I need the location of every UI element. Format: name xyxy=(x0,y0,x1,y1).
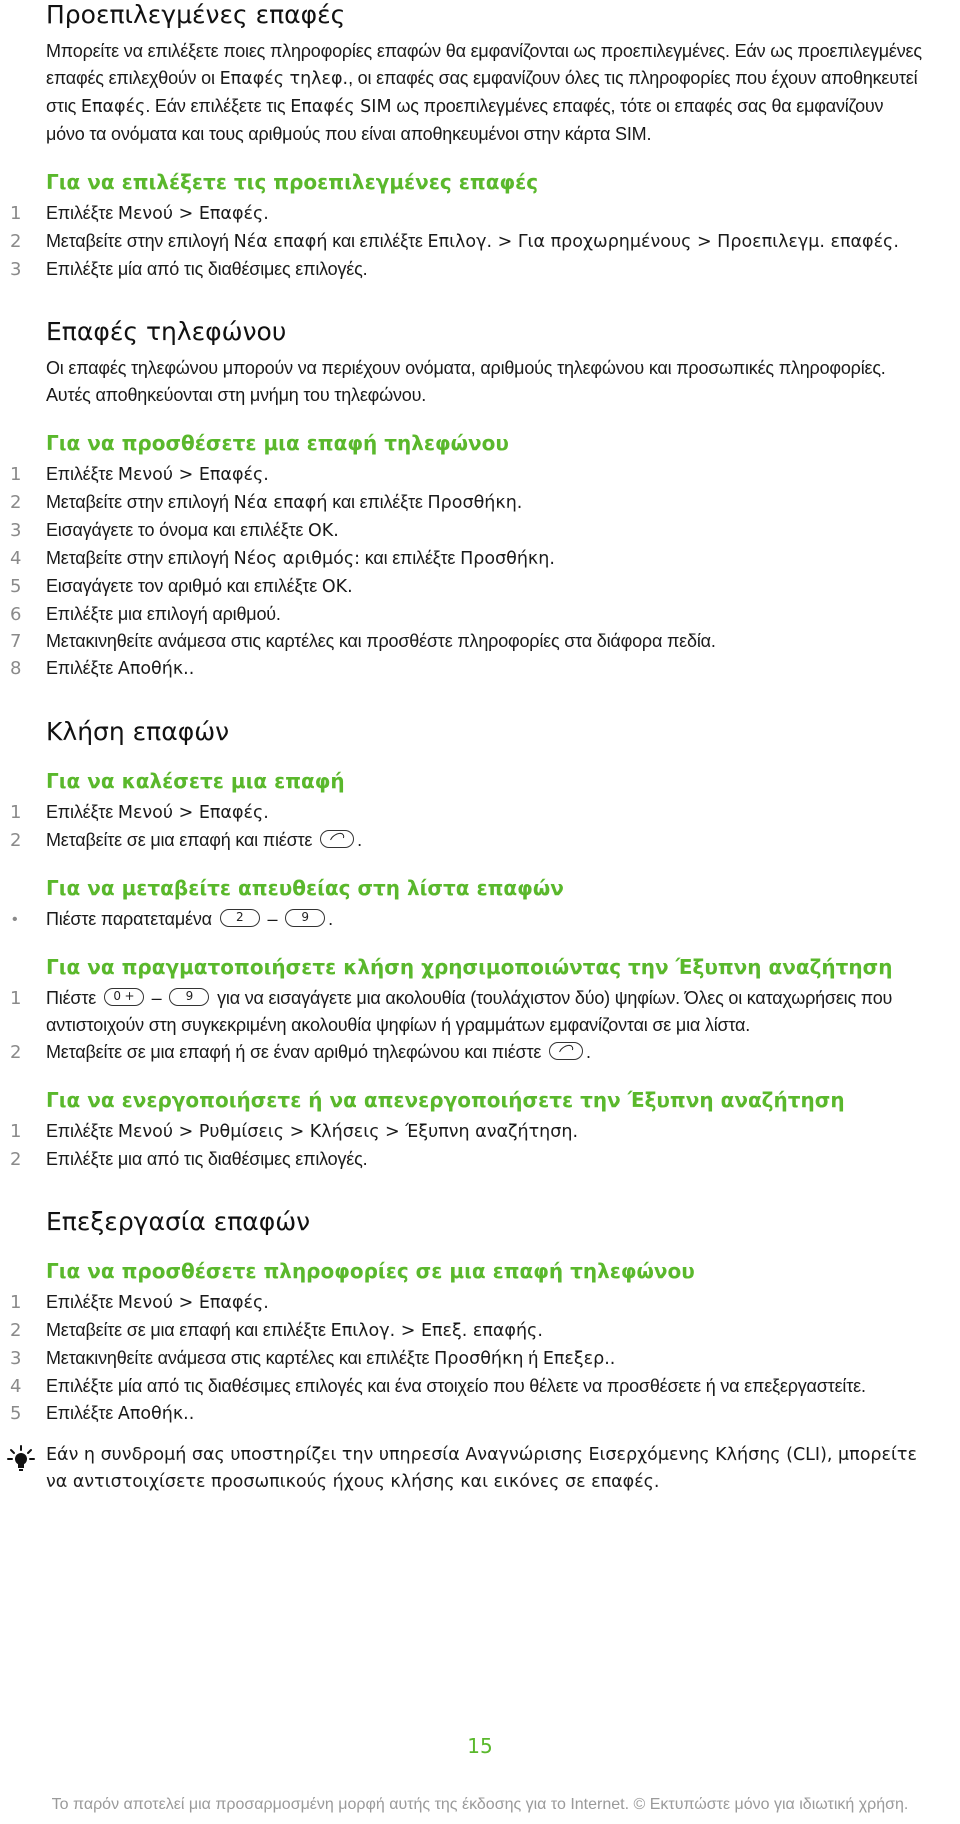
ui-term: Επαφές τηλεφ. xyxy=(219,69,349,89)
step-item: 2 Επιλέξτε μια από τις διαθέσιμες επιλογές. xyxy=(46,1146,926,1173)
step-number: 4 xyxy=(10,548,22,569)
step-item: 2 Μεταβείτε στην επιλογή Νέα επαφή και επιλέξτε Επιλογ. > Για προχωρημένους > Προεπιλεγμ. επαφές. xyxy=(46,228,926,256)
step-item: 3 Εισαγάγετε το όνομα και επιλέξτε OK. xyxy=(46,517,926,545)
lightbulb-icon xyxy=(6,1444,36,1474)
tip-text: Εάν η συνδρομή σας υποστηρίζει την υπηρεσία Αναγνώρισης Εισερχόμενης Κλήσης (CLI), μπορείτε να αντιστοιχίσετε προσωπικούς ήχους κλήσης και εικόνες σε επαφές. xyxy=(46,1445,917,1492)
step-item: 1 Πιέστε 0 + – 9 για να εισαγάγετε μια ακολουθία (τουλάχιστον δύο) ψηφίων. Όλες οι καταχωρήσεις που αντιστοιχούν στη συγκεκριμένη ακολουθία ψηφίων ή γραμμάτων εμφανίζονται σε μια λίστα. xyxy=(46,985,926,1039)
step-item: 7 Μετακινηθείτε ανάμεσα στις καρτέλες και προσθέστε πληροφορίες στα διάφορα πεδία. xyxy=(46,628,926,655)
step-item: 8 Επιλέξτε Αποθήκ.. xyxy=(46,655,926,683)
step-number: 5 xyxy=(10,1403,22,1424)
subheading-add-info-to-contact: Για να προσθέσετε πληροφορίες σε μια επαφή τηλεφώνου xyxy=(46,1259,695,1283)
page-number: 15 xyxy=(467,1734,493,1758)
page-content xyxy=(10,0,926,1496)
step-number: 3 xyxy=(10,259,22,280)
tip-box xyxy=(46,1442,926,1496)
call-key-icon xyxy=(320,830,354,848)
step-number: 8 xyxy=(10,658,22,679)
footer-notice: Το παρόν αποτελεί μια προσαρμοσμένη μορφή αυτής της έκδοσης για το Internet. © Εκτυπώστε μόνο για ιδιωτική χρήση. xyxy=(51,1796,909,1813)
step-item: 5 Επιλέξτε Αποθήκ.. xyxy=(46,1400,926,1428)
step-item: 3 Μετακινηθείτε ανάμεσα στις καρτέλες και επιλέξτε Προσθήκη ή Επεξερ.. xyxy=(46,1345,926,1373)
key-0-plus-icon: 0 + xyxy=(104,988,144,1006)
step-item: 2 Μεταβείτε σε μια επαφή και πιέστε . xyxy=(46,827,926,854)
step-number: 1 xyxy=(10,464,22,485)
step-item: 1 Επιλέξτε Μενού > Ρυθμίσεις > Κλήσεις > Έξυπνη αναζήτηση. xyxy=(46,1118,926,1146)
steps-add-phone-contact xyxy=(10,461,926,683)
step-item: 1 Επιλέξτε Μενού > Επαφές. xyxy=(46,1289,926,1317)
ui-term: Επαφές SIM xyxy=(290,97,392,117)
step-item: 2 Μεταβείτε στην επιλογή Νέα επαφή και επιλέξτε Προσθήκη. xyxy=(46,489,926,517)
ui-term: Επαφές xyxy=(80,97,146,117)
paragraph-phone-contacts: Οι επαφές τηλεφώνου μπορούν να περιέχουν ονόματα, αριθμούς τηλεφώνου και προσωπικές πληροφορίες. Αυτές αποθηκεύονται στη μνήμη του τηλεφώνου. xyxy=(46,358,886,405)
subheading-call-contact: Για να καλέσετε μια επαφή xyxy=(46,769,345,793)
step-number: 2 xyxy=(10,1149,22,1170)
step-number: 1 xyxy=(10,1292,22,1313)
step-number: 2 xyxy=(10,1320,22,1341)
step-number: 2 xyxy=(10,492,22,513)
key-9-icon: 9 xyxy=(169,988,209,1006)
subheading-go-to-contacts: Για να μεταβείτε απευθείας στη λίστα επαφών xyxy=(46,876,564,900)
step-number: 4 xyxy=(10,1376,22,1397)
step-number: 3 xyxy=(10,1348,22,1369)
bullets-go-to-contacts xyxy=(12,906,926,933)
subheading-select-default-contacts: Για να επιλέξετε τις προεπιλεγμένες επαφές xyxy=(46,170,539,194)
subheading-add-phone-contact: Για να προσθέσετε μια επαφή τηλεφώνου xyxy=(46,431,509,455)
key-2-icon: 2 xyxy=(220,909,260,927)
step-number: 2 xyxy=(10,1042,22,1063)
step-number: 1 xyxy=(10,1121,22,1142)
step-item: 4 Επιλέξτε μία από τις διαθέσιμες επιλογές και ένα στοιχείο που θέλετε να προσθέσετε ή να επεξεργαστείτε. xyxy=(46,1373,926,1400)
step-item: 2 Μεταβείτε σε μια επαφή και επιλέξτε Επιλογ. > Επεξ. επαφής. xyxy=(46,1317,926,1345)
call-key-icon xyxy=(549,1042,583,1060)
subheading-smart-search-call: Για να πραγματοποιήσετε κλήση χρησιμοποιώντας την Έξυπνη αναζήτηση xyxy=(46,955,893,979)
subheading-toggle-smart-search: Για να ενεργοποιήσετε ή να απενεργοποιήσετε την Έξυπνη αναζήτηση xyxy=(46,1088,845,1112)
section-heading-default-contacts: Προεπιλεγμένες επαφές xyxy=(46,0,346,29)
step-item: 6 Επιλέξτε μια επιλογή αριθμού. xyxy=(46,601,926,628)
section-heading-phone-contacts: Επαφές τηλεφώνου xyxy=(46,317,287,346)
section-heading-editing-contacts: Επεξεργασία επαφών xyxy=(46,1207,311,1236)
step-number: 2 xyxy=(10,830,22,851)
step-item: 1 Επιλέξτε Μενού > Επαφές. xyxy=(46,200,926,228)
step-number: 1 xyxy=(10,203,22,224)
step-number: 1 xyxy=(10,802,22,823)
steps-add-info-to-contact xyxy=(10,1289,926,1428)
step-number: 2 xyxy=(10,231,22,252)
step-item: 2 Μεταβείτε σε μια επαφή ή σε έναν αριθμό τηλεφώνου και πιέστε . xyxy=(46,1039,926,1066)
step-number: 5 xyxy=(10,576,22,597)
paragraph-default-contacts: Μπορείτε να επιλέξετε ποιες πληροφορίες επαφών θα εμφανίζονται ως προεπιλεγμένες. Εάν ως προεπιλεγμένες επαφές επιλεχθούν οι Επαφές τηλεφ., οι επαφές σας εμφανίζουν όλες τις πληροφορίες που έχουν αποθηκευτεί στις Επαφές. Εάν επιλέξετε τις Επαφές SIM ως προεπιλεγμένες επαφές, τότε οι επαφές σας θα εμφανίζουν μόνο τα ονόματα και τους αριθμούς που είναι αποθηκευμένοι στην κάρτα SIM. xyxy=(46,41,922,144)
steps-toggle-smart-search xyxy=(10,1118,926,1173)
step-item: 4 Μεταβείτε στην επιλογή Νέος αριθμός: και επιλέξτε Προσθήκη. xyxy=(46,545,926,573)
steps-select-default-contacts xyxy=(10,200,926,283)
step-number: 1 xyxy=(10,988,22,1009)
bullet-mark: • xyxy=(12,911,18,928)
step-item: 3 Επιλέξτε μία από τις διαθέσιμες επιλογές. xyxy=(46,256,926,283)
steps-smart-search-call xyxy=(10,985,926,1066)
section-heading-calling-contacts: Κλήση επαφών xyxy=(46,717,230,746)
step-item: 1 Επιλέξτε Μενού > Επαφές. xyxy=(46,461,926,489)
bullet-item: • Πιέστε παρατεταμένα 2 – 9 . xyxy=(46,906,926,933)
key-9-icon: 9 xyxy=(285,909,325,927)
step-item: 1 Επιλέξτε Μενού > Επαφές. xyxy=(46,799,926,827)
step-number: 7 xyxy=(10,631,22,652)
step-number: 6 xyxy=(10,604,22,625)
step-item: 5 Εισαγάγετε τον αριθμό και επιλέξτε OK. xyxy=(46,573,926,601)
step-number: 3 xyxy=(10,520,22,541)
steps-call-contact xyxy=(10,799,926,854)
